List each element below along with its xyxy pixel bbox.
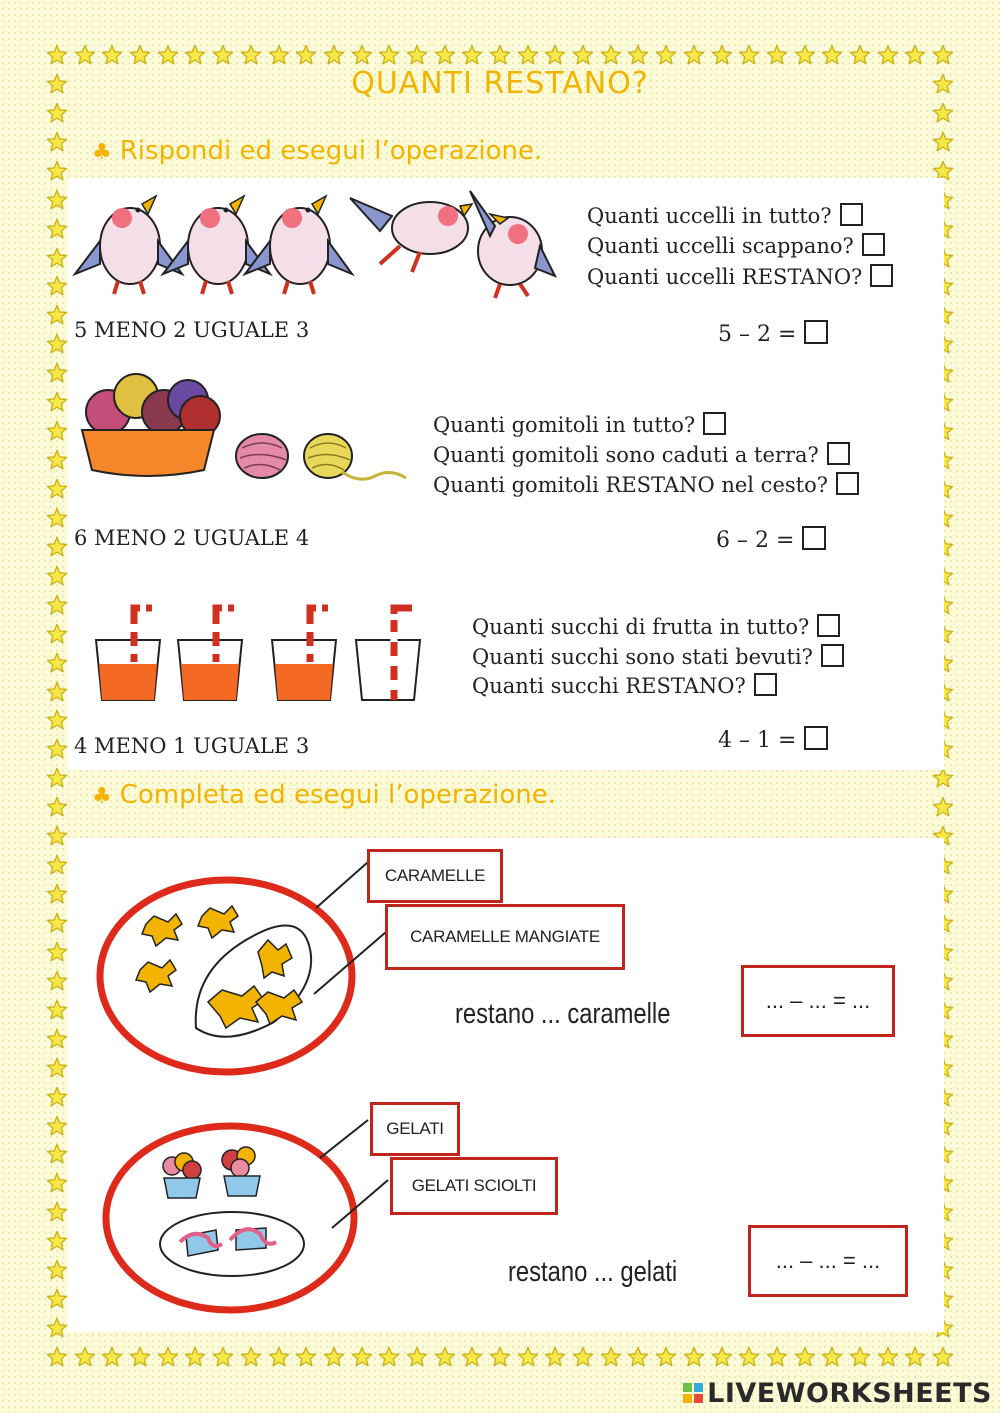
star-icon <box>46 709 68 731</box>
star-icon <box>184 1346 206 1368</box>
star-icon <box>46 738 68 760</box>
star-icon <box>212 1346 234 1368</box>
star-icon <box>240 1346 262 1368</box>
instruction-2: ♣ Completa ed esegui l’operazione. <box>92 780 557 810</box>
star-icon <box>655 44 677 66</box>
star-icon <box>46 1086 68 1108</box>
star-icon <box>323 44 345 66</box>
star-icon <box>46 912 68 934</box>
star-icon <box>572 44 594 66</box>
star-icon <box>46 247 68 269</box>
candy-operation-box[interactable]: ... – ... = ... <box>741 965 895 1037</box>
gelato-group-illustration <box>100 1110 390 1320</box>
star-icon <box>489 44 511 66</box>
star-icon <box>434 44 456 66</box>
question-yarn-fallen: Quanti gomitoli sono caduti a terra? <box>433 442 850 467</box>
star-icon <box>184 44 206 66</box>
juice-glasses-illustration <box>94 602 424 702</box>
star-icon <box>904 44 926 66</box>
star-icon <box>46 189 68 211</box>
star-icon <box>46 941 68 963</box>
star-icon <box>738 44 760 66</box>
star-icon <box>877 44 899 66</box>
answer-box[interactable] <box>703 412 726 435</box>
star-icon <box>600 1346 622 1368</box>
birds-equation: 5 – 2 = <box>718 320 828 347</box>
star-icon <box>46 999 68 1021</box>
star-icon <box>101 1346 123 1368</box>
star-icon <box>46 304 68 326</box>
star-icon <box>46 420 68 442</box>
star-icon <box>46 333 68 355</box>
yarn-basket-illustration <box>80 372 410 484</box>
star-icon <box>46 536 68 558</box>
answer-box[interactable] <box>817 614 840 637</box>
birds-illustration <box>70 186 560 304</box>
star-icon <box>489 1346 511 1368</box>
question-juice-drunk: Quanti succhi sono stati bevuti? <box>472 644 844 669</box>
answer-box[interactable] <box>754 673 777 696</box>
yarn-sentence: 6 MENO 2 UGUALE 4 <box>74 526 310 550</box>
star-icon <box>461 44 483 66</box>
star-icon <box>406 44 428 66</box>
instruction-1: ♣ Rispondi ed esegui l’operazione. <box>92 136 543 166</box>
star-icon <box>932 1346 954 1368</box>
star-icon <box>434 1346 456 1368</box>
star-icon <box>766 44 788 66</box>
question-birds-total: Quanti uccelli in tutto? <box>587 203 863 228</box>
star-icon <box>378 44 400 66</box>
star-icon <box>46 1172 68 1194</box>
star-icon <box>544 1346 566 1368</box>
answer-box[interactable] <box>870 264 893 287</box>
answer-box[interactable] <box>821 644 844 667</box>
star-icon <box>46 131 68 153</box>
star-icon <box>46 565 68 587</box>
star-icon <box>46 391 68 413</box>
star-icon <box>157 1346 179 1368</box>
star-icon <box>74 1346 96 1368</box>
star-icon <box>46 594 68 616</box>
star-icon <box>46 449 68 471</box>
candy-remaining-text[interactable]: restano ... caramelle <box>455 998 671 1030</box>
star-icon <box>240 44 262 66</box>
star-icon <box>46 681 68 703</box>
star-icon <box>46 1288 68 1310</box>
question-yarn-remain: Quanti gomitoli RESTANO nel cesto? <box>433 472 859 497</box>
star-icon <box>74 44 96 66</box>
star-icon <box>932 102 954 124</box>
star-icon <box>46 1143 68 1165</box>
star-icon <box>711 1346 733 1368</box>
star-icon <box>877 1346 899 1368</box>
answer-box[interactable] <box>804 320 828 344</box>
gelato-remaining-text[interactable]: restano ... gelati <box>508 1256 678 1288</box>
star-icon <box>46 362 68 384</box>
tag-caramelle-mangiate: CARAMELLE MANGIATE <box>385 904 625 970</box>
star-icon <box>46 275 68 297</box>
star-icon <box>46 1230 68 1252</box>
star-icon <box>295 1346 317 1368</box>
star-icon <box>46 1115 68 1137</box>
star-icon <box>655 1346 677 1368</box>
star-icon <box>46 623 68 645</box>
star-icon <box>849 44 871 66</box>
club-icon: ♣ <box>92 784 112 809</box>
star-icon <box>627 44 649 66</box>
star-icon <box>46 1201 68 1223</box>
star-icon <box>544 44 566 66</box>
answer-box[interactable] <box>804 726 828 750</box>
tag-gelati: GELATI <box>370 1102 460 1156</box>
star-icon <box>295 44 317 66</box>
page-title: QUANTI RESTANO? <box>351 66 649 101</box>
star-icon <box>517 44 539 66</box>
tag-caramelle: CARAMELLE <box>367 849 503 903</box>
question-yarn-total: Quanti gomitoli in tutto? <box>433 412 726 437</box>
star-icon <box>46 883 68 905</box>
star-icon <box>683 44 705 66</box>
star-icon <box>46 218 68 240</box>
juice-sentence: 4 MENO 1 UGUALE 3 <box>74 734 310 758</box>
star-icon <box>46 1346 68 1368</box>
answer-box[interactable] <box>827 442 850 465</box>
star-icon <box>932 131 954 153</box>
star-icon <box>46 652 68 674</box>
star-icon <box>683 1346 705 1368</box>
star-icon <box>406 1346 428 1368</box>
star-icon <box>323 1346 345 1368</box>
gelato-operation-box[interactable]: ... – ... = ... <box>748 1225 908 1297</box>
answer-box[interactable] <box>840 203 863 226</box>
liveworksheets-icon <box>682 1382 704 1404</box>
star-icon <box>268 1346 290 1368</box>
star-icon <box>351 44 373 66</box>
star-icon <box>600 44 622 66</box>
star-icon <box>46 854 68 876</box>
star-icon <box>572 1346 594 1368</box>
star-icon <box>766 1346 788 1368</box>
star-icon <box>46 970 68 992</box>
star-icon <box>101 44 123 66</box>
candy-group-illustration <box>96 852 386 1082</box>
star-icon <box>932 44 954 66</box>
star-icon <box>849 1346 871 1368</box>
question-birds-escape: Quanti uccelli scappano? <box>587 233 885 258</box>
star-icon <box>46 1057 68 1079</box>
question-juice-total: Quanti succhi di frutta in tutto? <box>472 614 840 639</box>
star-icon <box>46 478 68 500</box>
star-icon <box>461 1346 483 1368</box>
star-icon <box>932 767 954 789</box>
star-icon <box>46 1028 68 1050</box>
star-icon <box>378 1346 400 1368</box>
answer-box[interactable] <box>862 233 885 256</box>
star-icon <box>351 1346 373 1368</box>
club-icon: ♣ <box>92 140 112 165</box>
bird-icon <box>75 196 182 294</box>
star-icon <box>46 160 68 182</box>
star-icon <box>46 507 68 529</box>
star-icon <box>46 825 68 847</box>
star-icon <box>46 1259 68 1281</box>
star-icon <box>46 102 68 124</box>
star-icon <box>738 1346 760 1368</box>
yarn-equation: 6 – 2 = <box>716 526 826 553</box>
star-icon <box>821 1346 843 1368</box>
star-icon <box>46 767 68 789</box>
star-icon <box>794 44 816 66</box>
star-icon <box>932 796 954 818</box>
star-icon <box>517 1346 539 1368</box>
star-icon <box>212 44 234 66</box>
birds-sentence: 5 MENO 2 UGUALE 3 <box>74 318 310 342</box>
juice-equation: 4 – 1 = <box>718 726 828 753</box>
liveworksheets-logo[interactable]: LIVEWORKSHEETS <box>682 1378 992 1409</box>
star-icon <box>268 44 290 66</box>
star-icon <box>627 1346 649 1368</box>
star-icon <box>821 44 843 66</box>
star-icon <box>157 44 179 66</box>
answer-box[interactable] <box>836 472 859 495</box>
star-icon <box>711 44 733 66</box>
star-icon <box>46 796 68 818</box>
star-icon <box>129 1346 151 1368</box>
question-birds-remain: Quanti uccelli RESTANO? <box>587 264 893 289</box>
answer-box[interactable] <box>802 526 826 550</box>
star-icon <box>794 1346 816 1368</box>
star-icon <box>129 44 151 66</box>
tag-gelati-sciolti: GELATI SCIOLTI <box>390 1157 558 1215</box>
question-juice-remain: Quanti succhi RESTANO? <box>472 673 777 698</box>
star-icon <box>46 44 68 66</box>
star-icon <box>46 1317 68 1339</box>
star-icon <box>904 1346 926 1368</box>
